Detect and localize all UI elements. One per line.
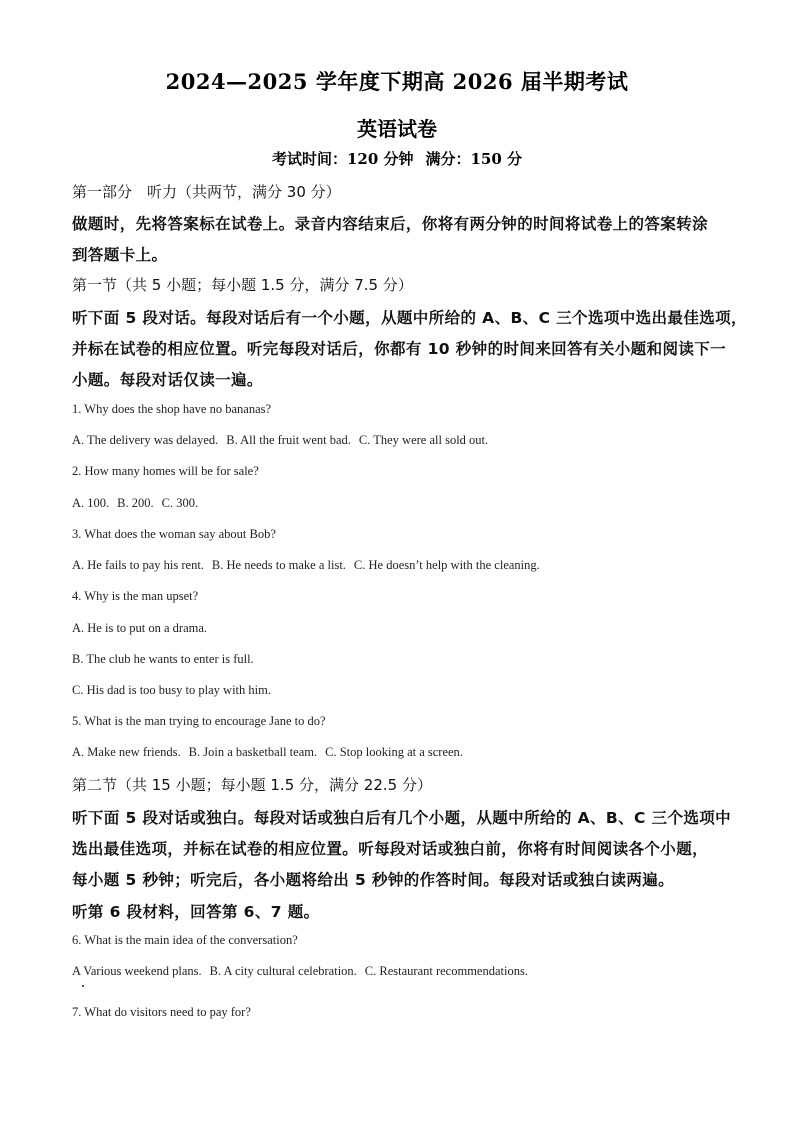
question-4-option-b: B. The club he wants to enter is full. [72, 652, 254, 666]
question-1-options [72, 433, 732, 448]
question-5-options [72, 745, 732, 760]
option-b: B. All the fruit went bad. [226, 433, 351, 447]
question-5-stem: 5. What is the man trying to encourage Jane to do? [72, 714, 326, 728]
option-c: C. They were all sold out. [358, 433, 489, 447]
question-2-stem: 2. How many homes will be for sale? [72, 464, 259, 478]
section1-instruction-line3: 小题。每段对话仅读一遍。 [72, 371, 263, 389]
option-a: A. 100. [72, 496, 110, 510]
question-6-options [72, 964, 732, 979]
question-7-stem: 7. What do visitors need to pay for? [72, 1005, 251, 1019]
option-a: A. The delivery was delayed. [72, 433, 219, 447]
option-a: A. Make new friends. [72, 745, 181, 759]
part1-heading: 第一部分 听力（共两节，满分 30 分） [72, 183, 341, 201]
section1-instruction-line1: 听下面 5 段对话。每段对话后有一个小题，从题中所给的 A、B、C 三个选项中选出最佳选项， [72, 309, 747, 327]
exam-title: 2024—2025 学年度下期高 2026 届半期考试 [165, 69, 629, 94]
material-6-heading: 听第 6 段材料，回答第 6、7 题。 [72, 903, 320, 921]
question-4-option-c: C. His dad is too busy to play with him. [72, 683, 271, 697]
question-4-option-a: A. He is to put on a drama. [72, 621, 208, 635]
exam-score: 满分：150 分 [425, 150, 523, 168]
option-a: A. He fails to pay his rent. [72, 558, 204, 572]
option-c: C. He doesn’t help with the cleaning. [353, 558, 540, 572]
stray-dot [82, 985, 84, 987]
option-a: A Various weekend plans. [72, 964, 202, 978]
section1-heading: 第一节（共 5 小题；每小题 1.5 分，满分 7.5 分） [72, 276, 413, 294]
option-b: B. Join a basketball team. [188, 745, 318, 759]
question-1-stem: 1. Why does the shop have no bananas? [72, 402, 272, 416]
section1-instruction-line2: 并标在试卷的相应位置。听完每段对话后，你都有 10 秒钟的时间来回答有关小题和阅读下一 [72, 340, 727, 358]
section2-instruction-line2: 选出最佳选项，并标在试卷的相应位置。听每段对话或独白前，你将有时间阅读各个小题， [72, 840, 709, 858]
exam-time: 考试时间：120 分钟 [271, 150, 414, 168]
part1-instruction-line1: 做题时，先将答案标在试卷上。录音内容结束后，你将有两分钟的时间将试卷上的答案转涂 [72, 215, 709, 233]
section2-instruction-line1: 听下面 5 段对话或独白。每段对话或独白后有几个小题，从题中所给的 A、B、C 三个选项中 [72, 809, 732, 827]
exam-subtitle: 英语试卷 [357, 117, 437, 141]
option-b: B. 200. [117, 496, 154, 510]
option-b: B. He needs to make a list. [211, 558, 346, 572]
question-6-stem: 6. What is the main idea of the conversation? [72, 933, 298, 947]
question-3-stem: 3. What does the woman say about Bob? [72, 527, 276, 541]
exam-info [0, 148, 794, 169]
section2-instruction-line3: 每小题 5 秒钟；听完后，各小题将给出 5 秒钟的作答时间。每段对话或独白读两遍。 [72, 871, 675, 889]
option-c: C. 300. [161, 496, 199, 510]
option-c: C. Restaurant recommendations. [364, 964, 528, 978]
section2-heading: 第二节（共 15 小题；每小题 1.5 分，满分 22.5 分） [72, 776, 432, 794]
option-b: B. A city cultural celebration. [209, 964, 357, 978]
question-2-options [72, 496, 732, 511]
part1-instruction-line2: 到答题卡上。 [72, 246, 168, 264]
option-c: C. Stop looking at a screen. [325, 745, 463, 759]
question-4-stem: 4. Why is the man upset? [72, 589, 199, 603]
question-3-options [72, 558, 732, 573]
